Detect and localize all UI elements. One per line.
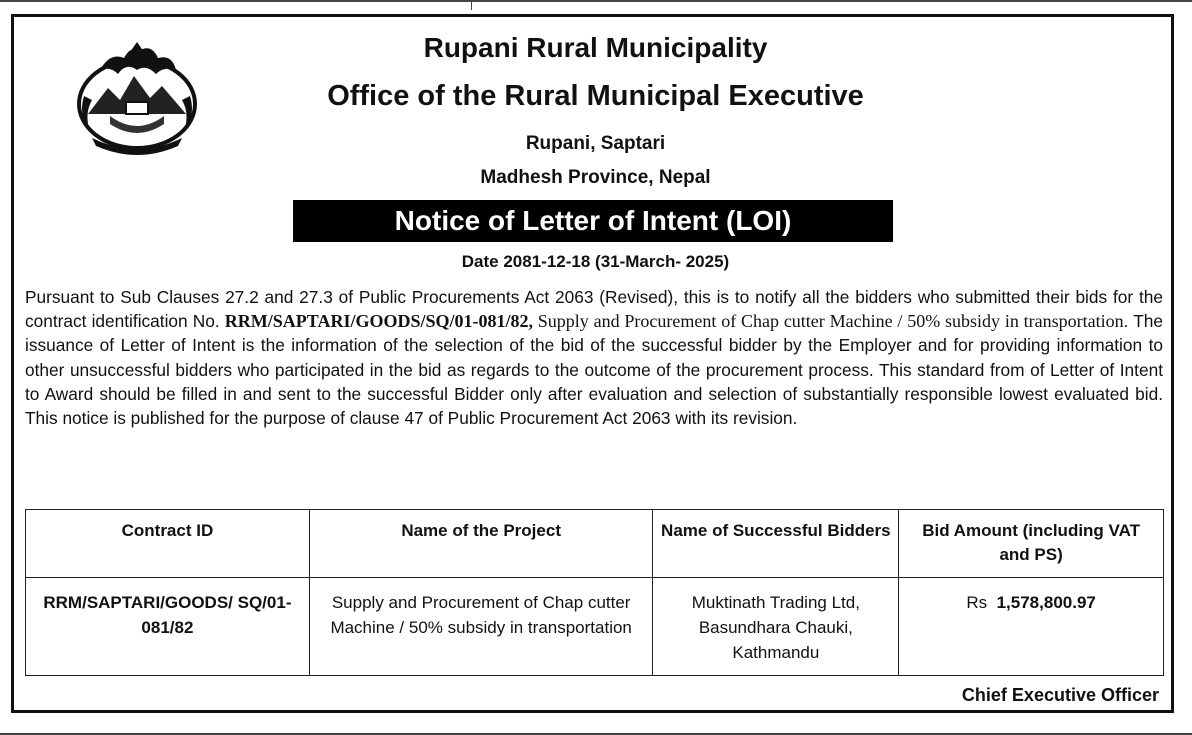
office-title: Office of the Rural Municipal Executive: [327, 80, 864, 112]
notice-title-banner: Notice of Letter of Intent (LOI): [293, 200, 893, 242]
notice-body: [25, 285, 1163, 430]
notice-frame: [11, 14, 1174, 713]
cell-project-name: Supply and Procurement of Chap cutter Machine / 50% subsidy in transportation: [309, 578, 653, 676]
body-contract-number: RRM/SAPTARI/GOODS/SQ/01-081/82,: [224, 311, 533, 332]
top-rule-tick: [471, 0, 472, 10]
loi-table: [25, 509, 1164, 676]
cell-contract-id: RRM/SAPTARI/GOODS/ SQ/01-081/82: [26, 578, 310, 676]
header-project-name: Name of the Project: [309, 510, 653, 578]
municipality-title: Rupani Rural Municipality: [423, 32, 768, 63]
signatory: Chief Executive Officer: [961, 685, 1159, 705]
header-successful-bidders: Name of Successful Bidders: [653, 510, 899, 578]
header-bid-amount: Bid Amount (including VAT and PS): [899, 510, 1164, 578]
notice-date: Date 2081-12-18 (31-March- 2025): [461, 252, 730, 271]
province-line: Madhesh Province, Nepal: [480, 167, 711, 188]
currency-label: Rs: [966, 593, 988, 612]
body-part-1: Pursuant to Sub Clauses 27.2 and 27.3 of Public Procurements Act 2063 (Revised), this is to notify all the bidders who submitted their bids for the contract identification No.: [25, 287, 1163, 332]
location-line: Rupani, Saptari: [525, 133, 666, 154]
body-project-name: Supply and Procurement of Chap cutter Machine / 50% subsidy in transportation: [532, 311, 1124, 332]
cell-bidder-name: Muktinath Trading Ltd, Basundhara Chauki, Kathmandu: [653, 578, 899, 676]
body-part-3: . The issuance of Letter of Intent is the information of the selection of the bid of the successful bidder by the Employer and for providing information to other unsuccessful bidders who participated in the bid as regards to the outcome of the procurement process. This standard from of Letter of Intent to Award should be filled in and sent to the successful Bidder only after evaluation and selection of substantially responsible lowest evaluated bid. This notice is published for the purpose of clause 47 of Public Procurement Act 2063 with its revision.: [25, 311, 1164, 429]
table-header-row: [26, 510, 1164, 578]
cell-bid-amount: [899, 578, 1164, 676]
header-contract-id: Contract ID: [26, 510, 310, 578]
amount-value: 1,578,800.97: [996, 593, 1096, 612]
table-row: [26, 578, 1164, 676]
top-rule: [0, 0, 1192, 2]
